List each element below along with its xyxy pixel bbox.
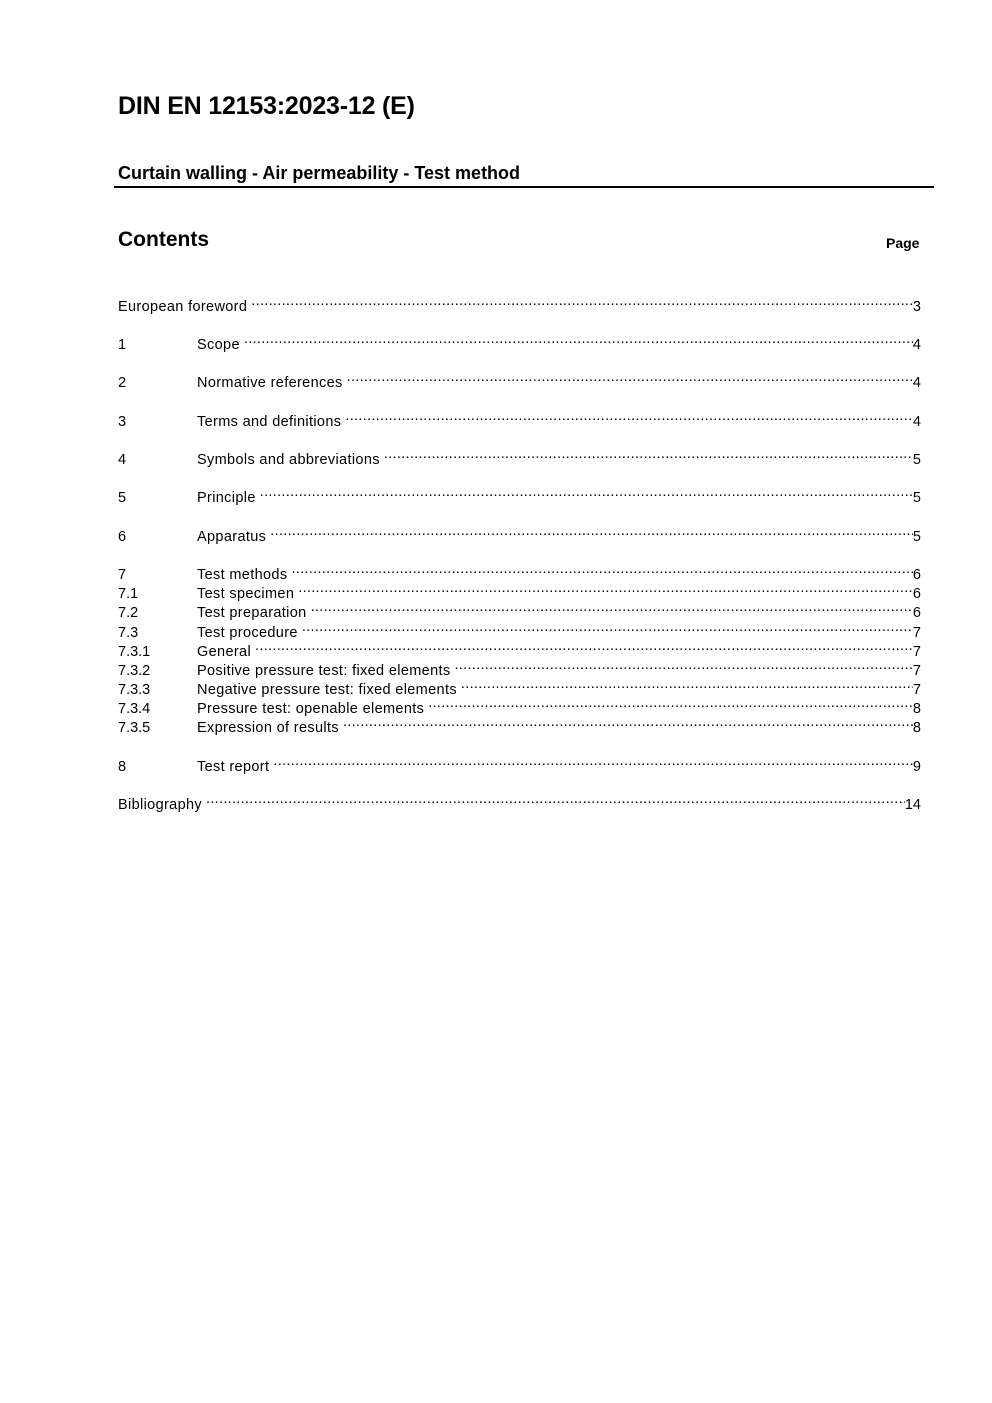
toc-dot-leader [384,446,913,464]
toc-dot-leader [311,599,913,617]
toc-entry-number: 7 [118,567,127,583]
toc-entry-test-preparation[interactable] [118,599,921,621]
toc-entry-number: 1 [118,337,127,353]
toc-entry-page: 14 [904,797,921,813]
toc-entry-label: General [197,644,252,660]
toc-entry-scope[interactable] [118,331,921,353]
toc-entry-normative-references[interactable] [118,369,921,391]
toc-dot-leader [291,561,912,579]
toc-entry-page: 3 [912,299,921,315]
toc-dot-leader [270,523,913,541]
toc-entry-page: 5 [912,529,921,545]
toc-entry-number: 2 [118,375,127,391]
toc-dot-leader [428,695,913,713]
toc-entry-number: 3 [118,414,127,430]
toc-dot-leader [345,408,913,426]
toc-entry-negative-pressure-test[interactable] [118,676,921,698]
toc-entry-test-methods[interactable] [118,561,921,583]
toc-entry-page: 8 [912,720,921,736]
toc-entry-test-procedure[interactable] [118,619,921,641]
toc-entry-number: 7.3.5 [118,720,151,736]
toc-entry-page: 6 [912,586,921,602]
toc-dot-leader [260,484,913,502]
document-title: Curtain walling - Air permeability - Test method [118,163,521,183]
toc-entry-label: Terms and definitions [197,414,342,430]
toc-entry-label: Test procedure [197,625,298,641]
toc-entry-test-report[interactable] [118,753,921,775]
toc-dot-leader [255,638,913,656]
toc-dot-leader [302,619,913,637]
toc-dot-leader [244,331,913,349]
toc-dot-leader [347,369,913,387]
toc-entry-expression-of-results[interactable] [118,714,921,736]
toc-entry-openable-elements-test[interactable] [118,695,921,717]
toc-entry-label: Positive pressure test: fixed elements [197,663,451,679]
toc-entry-label: Test preparation [197,605,307,621]
toc-dot-leader [461,676,913,694]
toc-entry-page: 6 [912,605,921,621]
toc-entry-general[interactable] [118,638,921,660]
toc-entry-page: 4 [912,414,921,430]
toc-entry-label: Negative pressure test: fixed elements [197,682,457,698]
toc-dot-leader [273,753,913,771]
toc-dot-leader [343,714,913,732]
toc-entry-page: 5 [912,490,921,506]
toc-dot-leader [206,791,905,809]
toc-entry-label: Test methods [197,567,288,583]
toc-entry-page: 7 [912,682,921,698]
toc-entry-page: 7 [912,644,921,660]
toc-entry-number: 7.3 [118,625,139,641]
toc-entry-number: 8 [118,759,127,775]
toc-entry-page: 5 [912,452,921,468]
document-id: DIN EN 12153:2023-12 (E) [118,92,415,120]
toc-entry-label: Expression of results [197,720,339,736]
toc-entry-number: 7.3.4 [118,701,151,717]
toc-entry-number: 6 [118,529,127,545]
toc-entry-page: 7 [912,663,921,679]
toc-entry-page: 7 [912,625,921,641]
toc-dot-leader [454,657,912,675]
toc-entry-terms-and-definitions[interactable] [118,408,921,430]
toc-entry-positive-pressure-test[interactable] [118,657,921,679]
toc-entry-label: European foreword [118,299,248,315]
toc-entry-label: Test report [197,759,270,775]
toc-entry-symbols-and-abbreviations[interactable] [118,446,921,468]
toc-entry-number: 4 [118,452,127,468]
toc-entry-test-specimen[interactable] [118,580,921,602]
toc-entry-page: 4 [912,337,921,353]
title-divider [114,186,934,188]
toc-entry-label: Principle [197,490,256,506]
toc-entry-number: 7.3.2 [118,663,151,679]
toc-entry-principle[interactable] [118,484,921,506]
toc-entry-label: Symbols and abbreviations [197,452,380,468]
toc-entry-label: Bibliography [118,797,202,813]
toc-entry-label: Apparatus [197,529,267,545]
toc-entry-european-foreword[interactable] [118,293,921,315]
toc-entry-page: 6 [912,567,921,583]
page-column-label: Page [886,235,920,251]
toc-entry-number: 7.3.1 [118,644,151,660]
contents-heading: Contents [118,228,209,251]
toc-entry-label: Normative references [197,375,343,391]
toc-entry-page: 8 [912,701,921,717]
toc-entry-label: Test specimen [197,586,295,602]
toc-entry-number: 7.3.3 [118,682,151,698]
toc-entry-page: 4 [912,375,921,391]
toc-entry-number: 7.2 [118,605,139,621]
toc-entry-page: 9 [912,759,921,775]
toc-entry-number: 5 [118,490,127,506]
toc-entry-label: Scope [197,337,240,353]
toc-entry-apparatus[interactable] [118,523,921,545]
toc-dot-leader [251,293,913,311]
toc-entry-bibliography[interactable] [118,791,921,813]
toc-entry-label: Pressure test: openable elements [197,701,425,717]
toc-entry-number: 7.1 [118,586,139,602]
toc-dot-leader [298,580,913,598]
